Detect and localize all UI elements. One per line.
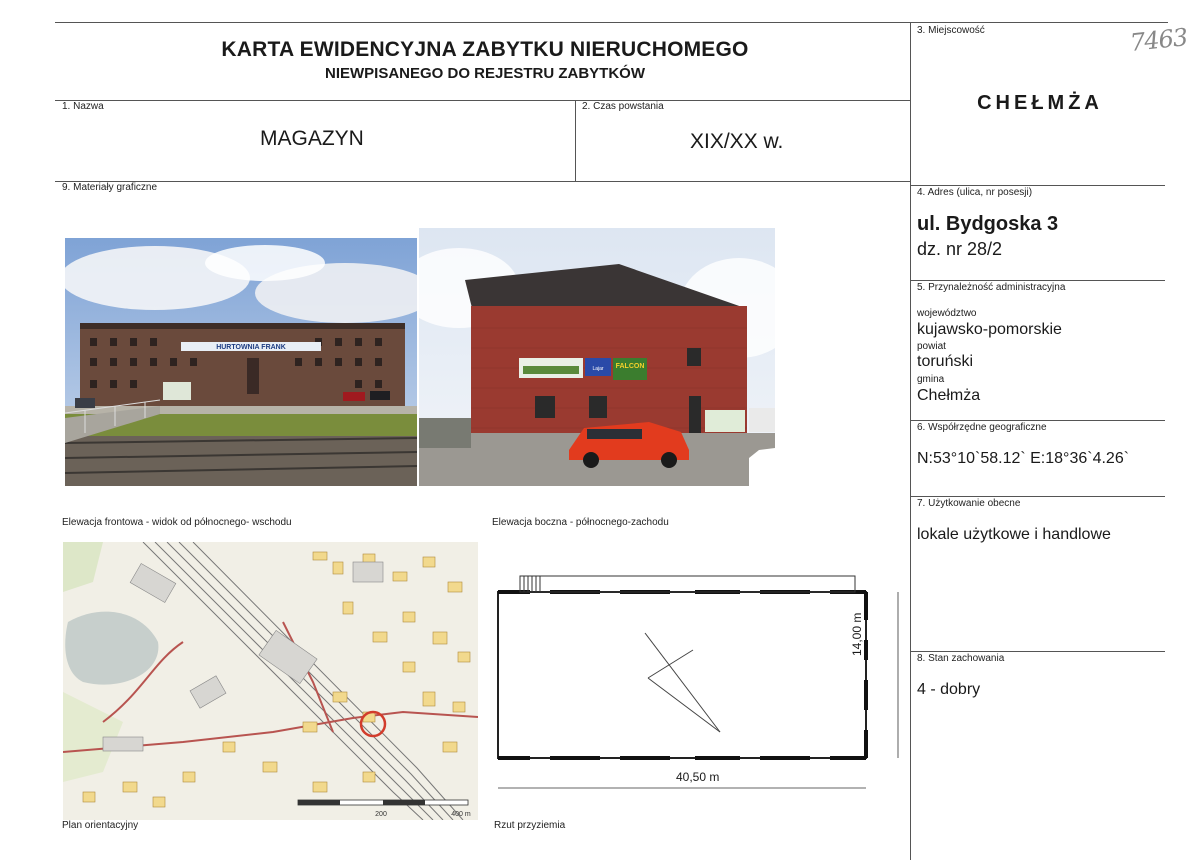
value-stan: 4 - dobry	[917, 681, 981, 698]
divider-usage	[910, 651, 1165, 652]
value-wojewodztwo: kujawsko-pomorskie	[917, 321, 1062, 338]
right-column-border	[910, 22, 911, 860]
caption-photo-front: Elewacja frontowa - widok od północnego- wschodu	[62, 517, 292, 528]
orientation-map	[63, 542, 478, 820]
divider-name-date	[575, 100, 576, 181]
value-uzytkowanie: lokale użytkowe i handlowe	[917, 526, 1111, 543]
label-materialy: 9. Materiały graficzne	[62, 182, 158, 193]
floor-plan	[490, 570, 910, 800]
label-nazwa: 1. Nazwa	[62, 101, 104, 112]
label-wojewodztwo: województwo	[917, 308, 977, 319]
label-stan: 8. Stan zachowania	[917, 653, 1005, 664]
divider-city	[910, 185, 1165, 186]
value-adres-street: ul. Bydgoska 3	[917, 213, 1059, 235]
card-subtitle: NIEWPISANEGO DO REJESTRU ZABYTKÓW	[324, 65, 646, 82]
plan-width-label: 40,50 m	[676, 770, 720, 784]
label-przynaleznosc: 5. Przynależność administracyjna	[917, 282, 1066, 293]
divider-admin	[910, 420, 1165, 421]
divider-address	[910, 280, 1165, 281]
label-powiat: powiat	[917, 341, 946, 352]
label-miejscowosc: 3. Miejscowość	[917, 25, 985, 36]
label-gmina: gmina	[917, 374, 945, 385]
label-uzytkowanie: 7. Użytkowanie obecne	[917, 498, 1021, 509]
sign-hurtownia: HURTOWNIA FRANK	[216, 344, 286, 351]
label-wspolrzedne: 6. Współrzędne geograficzne	[917, 422, 1047, 433]
value-wspolrzedne: N:53°10`58.12` E:18°36`4.26`	[917, 450, 1130, 467]
divider-header	[55, 100, 910, 101]
caption-plan: Rzut przyziemia	[494, 820, 566, 831]
photo-side-elevation	[419, 228, 775, 486]
scale-mid: 200	[375, 811, 387, 818]
scale-end: 400 m	[451, 811, 471, 818]
top-border	[55, 22, 1168, 23]
label-adres: 4. Adres (ulica, nr posesji)	[917, 187, 1033, 198]
caption-map: Plan orientacyjny	[62, 820, 139, 831]
handwritten-number: 7463	[1128, 23, 1189, 57]
plan-depth-label: 14,00 m	[850, 612, 864, 656]
value-nazwa: MAGAZYN	[260, 127, 364, 150]
label-czas: 2. Czas powstania	[582, 101, 664, 112]
divider-name	[55, 181, 910, 182]
value-gmina: Chełmża	[917, 387, 981, 404]
card-title: KARTA EWIDENCYJNA ZABYTKU NIERUCHOMEGO	[221, 38, 749, 61]
sign-falcon: FALCON	[615, 363, 645, 370]
value-powiat: toruński	[917, 353, 974, 370]
value-miejscowosc: CHEŁMŻA	[977, 92, 1103, 114]
value-czas: XIX/XX w.	[690, 130, 784, 153]
value-adres-plot: dz. nr 28/2	[917, 239, 1003, 259]
sign-banner: Lajar	[592, 366, 604, 372]
caption-photo-side: Elewacja boczna - północnego-zachodu	[492, 517, 669, 528]
divider-coords	[910, 496, 1165, 497]
photo-front-elevation	[65, 238, 417, 486]
